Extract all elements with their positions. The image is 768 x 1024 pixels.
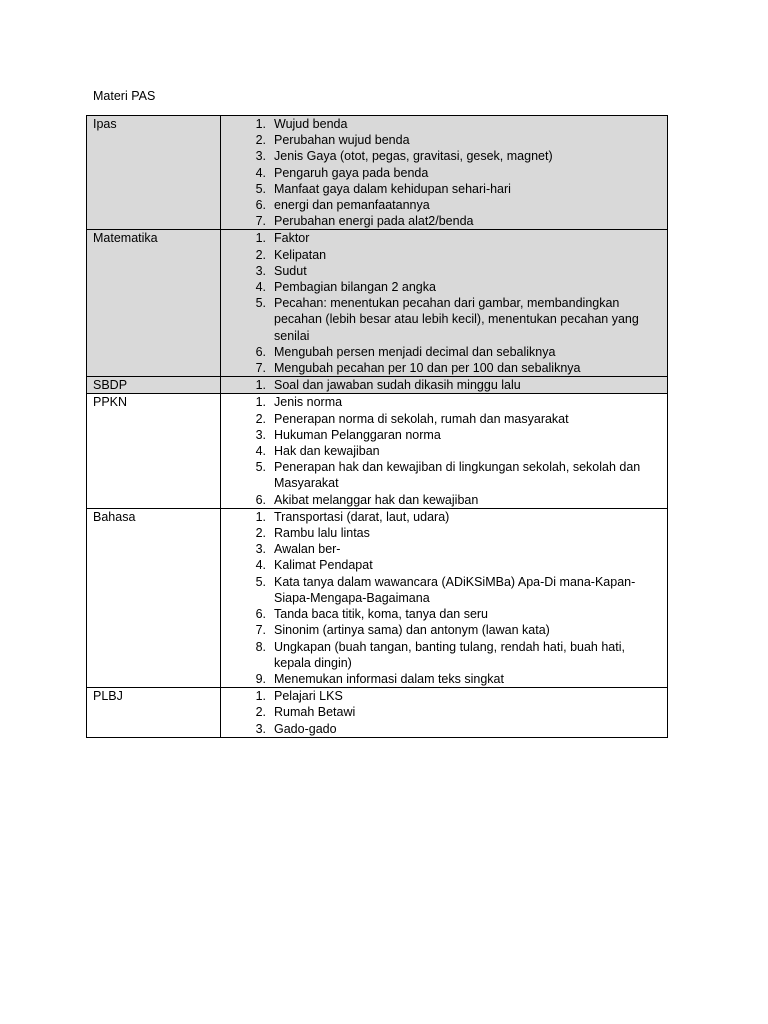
topic-list	[221, 377, 667, 393]
topic-item	[221, 459, 667, 491]
topic-number: 3.	[255, 427, 266, 442]
topic-cell	[221, 116, 668, 230]
topic-text: Kelipatan	[274, 247, 327, 262]
topic-item	[221, 148, 667, 164]
topic-item	[221, 279, 667, 295]
topic-number: 5.	[255, 574, 266, 589]
topic-item	[221, 557, 667, 573]
topic-number: 4.	[255, 558, 266, 573]
topic-number: 6.	[255, 344, 266, 359]
subject-row-sbdp	[87, 377, 668, 394]
topic-number: 3.	[255, 263, 266, 278]
topic-item	[221, 525, 667, 541]
topic-item	[221, 377, 667, 393]
document-title: Materi PAS	[93, 89, 156, 103]
topic-item	[221, 509, 667, 525]
topic-item	[221, 344, 667, 360]
topic-number: 4.	[255, 280, 266, 295]
topic-text: Pelajari LKS	[274, 689, 343, 704]
topic-list	[221, 116, 667, 229]
topic-number: 4.	[255, 165, 266, 180]
topic-item	[221, 132, 667, 148]
topic-list	[221, 688, 667, 737]
topic-number: 7.	[255, 361, 266, 376]
topic-cell	[221, 508, 668, 687]
topic-text: Mengubah persen menjadi decimal dan sebaliknya	[274, 344, 556, 359]
subject-row-plbj	[87, 688, 668, 738]
topic-item	[221, 606, 667, 622]
topic-text: Kalimat Pendapat	[274, 558, 373, 573]
subject-name: Ipas	[87, 116, 221, 230]
topic-number: 8.	[255, 639, 266, 654]
topic-number: 1.	[255, 689, 266, 704]
topic-number: 6.	[255, 607, 266, 622]
topic-item	[221, 181, 667, 197]
topic-list	[221, 394, 667, 507]
topic-cell	[221, 688, 668, 738]
topic-item	[221, 197, 667, 213]
topic-number: 3.	[255, 149, 266, 164]
topic-cell	[221, 394, 668, 508]
topic-number: 1.	[255, 509, 266, 524]
topic-cell	[221, 230, 668, 377]
topic-item	[221, 443, 667, 459]
topic-number: 6.	[255, 492, 266, 507]
topic-text: Soal dan jawaban sudah dikasih minggu lalu	[274, 378, 521, 393]
topic-text: energi dan pemanfaatannya	[274, 198, 430, 213]
topic-text: Tanda baca titik, koma, tanya dan seru	[274, 607, 489, 622]
topic-text: Gado-gado	[274, 721, 337, 736]
materi-table	[86, 115, 668, 738]
topic-item	[221, 721, 667, 737]
topic-item	[221, 541, 667, 557]
subject-name: SBDP	[87, 377, 221, 394]
topic-text: Perubahan wujud benda	[274, 133, 410, 148]
topic-text: Ungkapan (buah tangan, banting tulang, rendah hati, buah hati, kepala dingin)	[274, 639, 625, 670]
topic-number: 1.	[255, 117, 266, 131]
topic-item	[221, 263, 667, 279]
topic-item	[221, 247, 667, 263]
subject-name: PPKN	[87, 394, 221, 508]
subject-name: Bahasa	[87, 508, 221, 687]
topic-item	[221, 688, 667, 704]
topic-item	[221, 394, 667, 410]
topic-text: Pecahan: menentukan pecahan dari gambar, membandingkan pecahan (lebih besar atau lebih kecil), menentukan pecahan yang senilai	[274, 296, 639, 343]
topic-number: 3.	[255, 542, 266, 557]
topic-number: 5.	[255, 460, 266, 475]
topic-item	[221, 165, 667, 181]
topic-item	[221, 230, 667, 246]
topic-text: Hukuman Pelanggaran norma	[274, 427, 441, 442]
topic-text: Kata tanya dalam wawancara (ADiKSiMBa) Apa-Di mana-Kapan-Siapa-Mengapa-Bagaimana	[274, 574, 636, 605]
topic-text: Sinonim (artinya sama) dan antonym (lawan kata)	[274, 623, 550, 638]
topic-list	[221, 509, 667, 687]
topic-number: 6.	[255, 198, 266, 213]
topic-number: 1.	[255, 231, 266, 246]
topic-item	[221, 671, 667, 687]
topic-number: 5.	[255, 296, 266, 311]
topic-text: Akibat melanggar hak dan kewajiban	[274, 492, 479, 507]
topic-number: 2.	[255, 247, 266, 262]
topic-number: 3.	[255, 721, 266, 736]
topic-number: 2.	[255, 133, 266, 148]
topic-number: 5.	[255, 181, 266, 196]
topic-number: 1.	[255, 378, 266, 393]
topic-item	[221, 574, 667, 606]
topic-text: Awalan ber-	[274, 542, 341, 557]
topic-list	[221, 230, 667, 376]
topic-item	[221, 411, 667, 427]
topic-item	[221, 704, 667, 720]
topic-item	[221, 213, 667, 229]
topic-text: Transportasi (darat, laut, udara)	[274, 509, 450, 524]
topic-text: Faktor	[274, 231, 310, 246]
topic-text: Hak dan kewajiban	[274, 444, 380, 459]
subject-name: PLBJ	[87, 688, 221, 738]
topic-cell	[221, 377, 668, 394]
topic-item	[221, 622, 667, 638]
topic-text: Rambu lalu lintas	[274, 526, 370, 541]
topic-number: 2.	[255, 411, 266, 426]
subject-row-matematika	[87, 230, 668, 377]
topic-text: Menemukan informasi dalam teks singkat	[274, 671, 504, 686]
table-body	[87, 116, 668, 738]
topic-number: 7.	[255, 214, 266, 229]
topic-text: Sudut	[274, 263, 307, 278]
topic-number: 9.	[255, 671, 266, 686]
topic-item	[221, 427, 667, 443]
subject-row-ppkn	[87, 394, 668, 508]
topic-number: 2.	[255, 526, 266, 541]
topic-text: Mengubah pecahan per 10 dan per 100 dan sebaliknya	[274, 361, 581, 376]
topic-item	[221, 492, 667, 508]
topic-text: Rumah Betawi	[274, 705, 356, 720]
topic-item	[221, 116, 667, 132]
subject-name: Matematika	[87, 230, 221, 377]
topic-number: 1.	[255, 395, 266, 410]
topic-text: Jenis norma	[274, 395, 343, 410]
topic-text: Jenis Gaya (otot, pegas, gravitasi, gesek, magnet)	[274, 149, 553, 164]
subject-row-bahasa	[87, 508, 668, 687]
topic-text: Penerapan hak dan kewajiban di lingkungan sekolah, sekolah dan Masyarakat	[274, 460, 641, 491]
topic-text: Pengaruh gaya pada benda	[274, 165, 429, 180]
topic-text: Penerapan norma di sekolah, rumah dan masyarakat	[274, 411, 569, 426]
topic-item	[221, 360, 667, 376]
topic-number: 7.	[255, 623, 266, 638]
topic-text: Pembagian bilangan 2 angka	[274, 280, 436, 295]
topic-number: 4.	[255, 444, 266, 459]
topic-text: Perubahan energi pada alat2/benda	[274, 214, 474, 229]
topic-item	[221, 639, 667, 671]
topic-text: Manfaat gaya dalam kehidupan sehari-hari	[274, 181, 511, 196]
topic-item	[221, 295, 667, 344]
topic-text: Wujud benda	[274, 117, 348, 131]
subject-row-ipas	[87, 116, 668, 230]
topic-number: 2.	[255, 705, 266, 720]
